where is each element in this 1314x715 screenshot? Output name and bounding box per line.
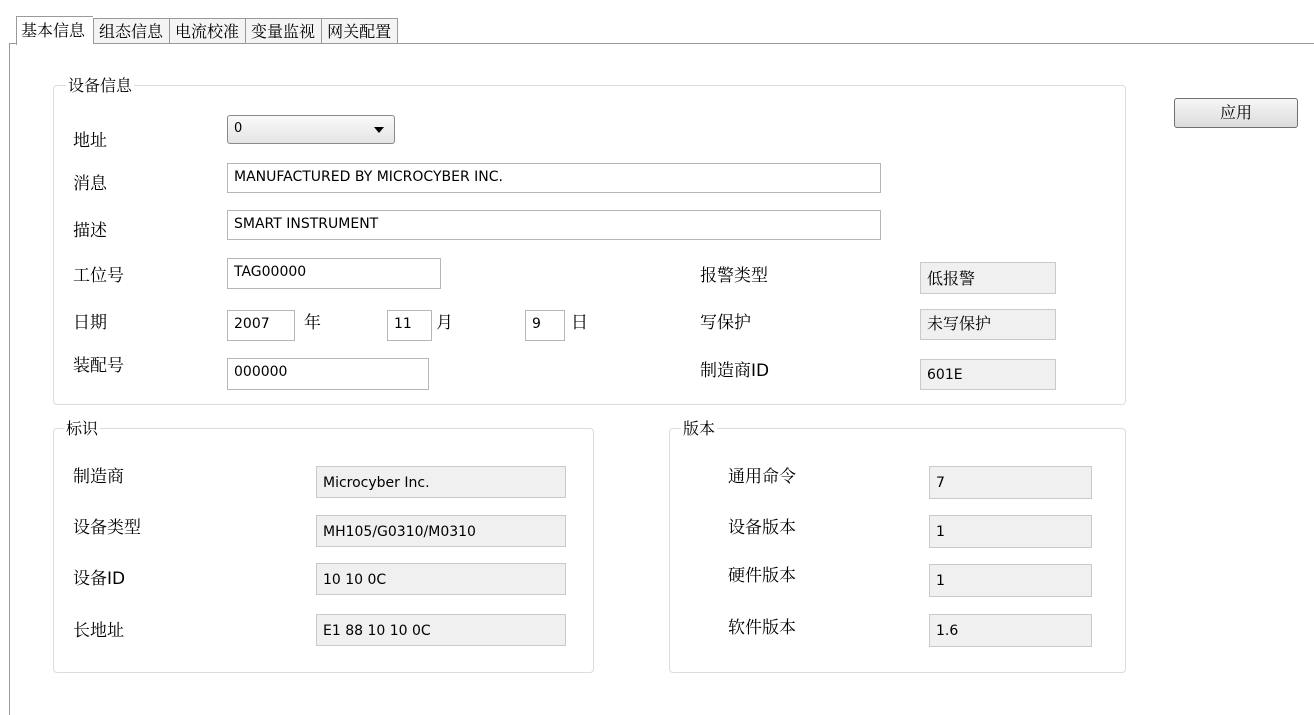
address-label: 地址 xyxy=(73,131,107,151)
software-rev-value: 1.6 xyxy=(929,614,1092,647)
year-unit: 年 xyxy=(304,313,321,333)
device-type-value: MH105/G0310/M0310 xyxy=(316,515,566,547)
universal-cmd-value: 7 xyxy=(929,466,1092,499)
year-input[interactable]: 2007 xyxy=(227,310,295,341)
tab-bar xyxy=(16,16,398,44)
manufacturer-id-label: 制造商ID xyxy=(700,361,770,381)
manufacturer-value: Microcyber Inc. xyxy=(316,466,566,498)
tag-input[interactable]: TAG00000 xyxy=(227,258,441,289)
universal-cmd-label: 通用命令 xyxy=(728,467,796,487)
message-label: 消息 xyxy=(73,174,107,194)
version-title: 版本 xyxy=(683,419,716,438)
device-rev-value: 1 xyxy=(929,515,1092,548)
apply-button[interactable]: 应用 xyxy=(1174,98,1298,128)
software-rev-label: 软件版本 xyxy=(728,618,796,638)
device-info-title: 设备信息 xyxy=(68,76,133,95)
month-unit: 月 xyxy=(436,313,453,333)
hardware-rev-label: 硬件版本 xyxy=(728,566,796,586)
tab-basic-info[interactable]: 基本信息 xyxy=(16,16,93,45)
assembly-input[interactable]: 000000 xyxy=(227,358,429,390)
manufacturer-id-value: 601E xyxy=(920,359,1056,390)
long-address-value: E1 88 10 10 0C xyxy=(316,614,566,646)
tab-variable-monitor[interactable]: 变量监视 xyxy=(245,18,321,45)
manufacturer-label: 制造商 xyxy=(73,467,124,487)
alarm-type-label: 报警类型 xyxy=(700,266,768,286)
date-label: 日期 xyxy=(73,313,107,333)
alarm-type-value: 低报警 xyxy=(920,262,1056,294)
tab-config-info[interactable]: 组态信息 xyxy=(93,18,169,45)
message-input[interactable]: MANUFACTURED BY MICROCYBER INC. xyxy=(227,163,881,193)
day-unit: 日 xyxy=(571,313,588,333)
device-id-label: 设备ID xyxy=(73,569,126,589)
device-rev-label: 设备版本 xyxy=(728,518,796,538)
day-input[interactable]: 9 xyxy=(525,310,565,341)
descriptor-label: 描述 xyxy=(73,221,107,241)
device-id-value: 10 10 0C xyxy=(316,563,566,595)
write-protect-value: 未写保护 xyxy=(920,309,1056,340)
long-address-label: 长地址 xyxy=(73,621,124,641)
month-input[interactable]: 11 xyxy=(387,310,432,341)
descriptor-input[interactable]: SMART INSTRUMENT xyxy=(227,210,881,240)
tab-current-calibration[interactable]: 电流校准 xyxy=(169,18,245,45)
chevron-down-icon xyxy=(374,127,384,133)
address-select[interactable] xyxy=(227,115,395,144)
hardware-rev-value: 1 xyxy=(929,564,1092,597)
identity-title: 标识 xyxy=(66,419,99,438)
tag-label: 工位号 xyxy=(73,266,124,286)
write-protect-label: 写保护 xyxy=(700,313,751,333)
tab-gateway-config[interactable]: 网关配置 xyxy=(321,18,398,45)
device-type-label: 设备类型 xyxy=(73,518,141,538)
device-info-group xyxy=(53,85,1126,405)
address-value: 0 xyxy=(234,121,243,136)
assembly-label: 装配号 xyxy=(73,356,124,376)
